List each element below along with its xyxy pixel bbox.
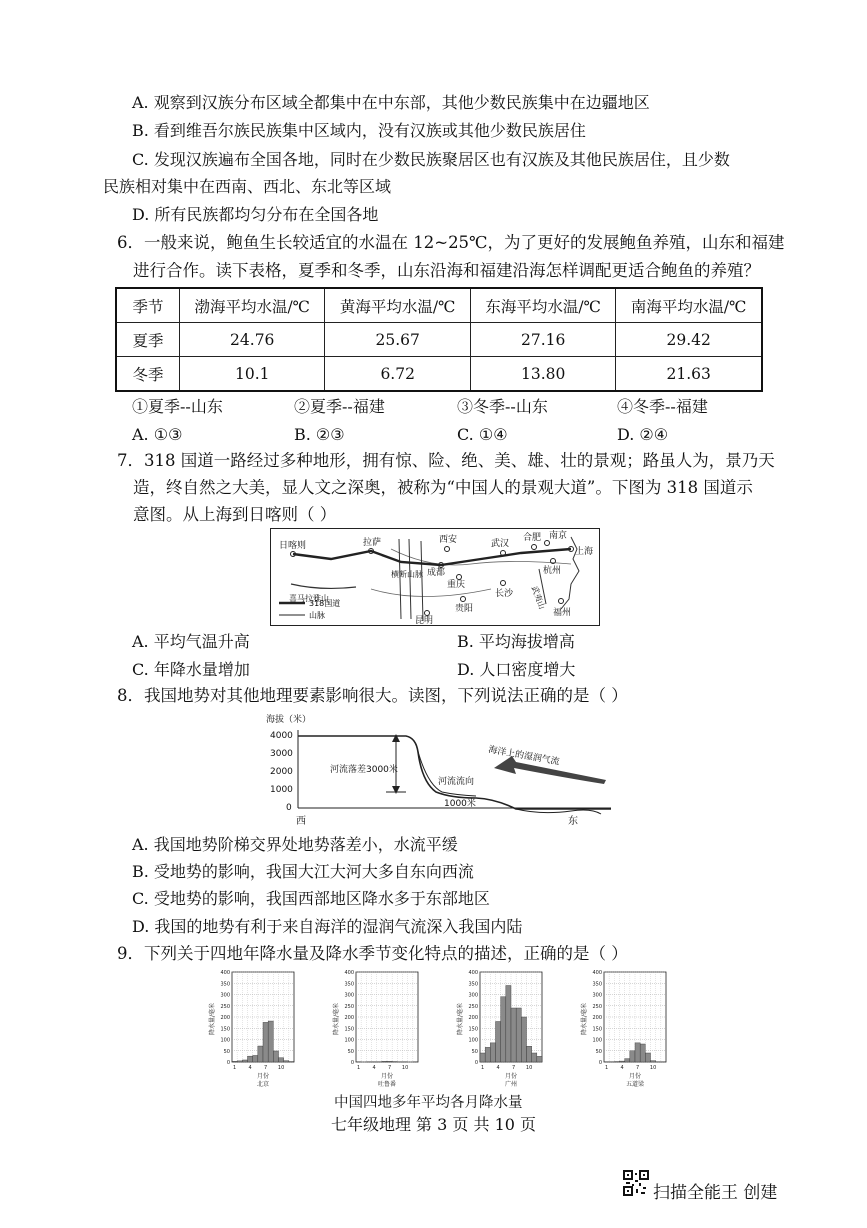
- ytick: 2000: [270, 767, 293, 777]
- precip-bar: [625, 1059, 630, 1062]
- x-tick-label: 7: [511, 1065, 516, 1071]
- table-cell: 6.72: [325, 357, 470, 392]
- precip-bar: [501, 997, 506, 1062]
- place-label-guiyang: 贵阳: [455, 604, 474, 614]
- y-tick-label: 350: [468, 981, 478, 988]
- q5-option-b: B. 看到维吾尔族民族集中区域内，没有汉族或其他少数民族居住: [132, 121, 586, 140]
- place-label-nanjing: 南京: [549, 531, 568, 541]
- q8-option-a: A. 我国地势阶梯交界处地势落差小，水流平缓: [132, 835, 458, 854]
- precip-bar: [263, 1022, 268, 1062]
- precip-bar: [284, 1061, 289, 1062]
- table-cell: 13.80: [470, 357, 615, 392]
- q6-choice-1: ①夏季--山东: [132, 397, 223, 416]
- q5-option-d: D. 所有民族都均匀分布在全国各地: [132, 205, 379, 224]
- precip-bar: [232, 1061, 237, 1062]
- table-header: 季节: [116, 288, 180, 323]
- q5-option-c-cont: 民族相对集中在西南、西北、东北等区域: [103, 177, 392, 196]
- precip-bar: [258, 1046, 263, 1062]
- mountain-label-hengduan: 横断山脉: [391, 570, 423, 579]
- sea-temperature-table: [115, 287, 763, 392]
- x-tick-label: 7: [387, 1065, 392, 1071]
- y-tick-label: 50: [471, 1048, 478, 1055]
- label-1000m: 1000米: [444, 799, 476, 809]
- q7-option-c: C. 年降水量增加: [132, 660, 250, 679]
- mountain-label-himalaya: 喜马拉雅山: [289, 594, 329, 603]
- y-tick-label: 200: [344, 1015, 354, 1021]
- q8-option-b: B. 受地势的影响，我国大江大河大多自东向西流: [132, 862, 474, 881]
- y-tick-label: 250: [344, 1003, 354, 1010]
- x-tick-label: 10: [401, 1065, 409, 1071]
- y-tick-label: 0: [474, 1060, 478, 1066]
- table-row: [116, 357, 762, 392]
- place-label-kunming: 昆明: [415, 616, 434, 626]
- q8-option-c: C. 受地势的影响，我国西部地区降水多于东部地区: [132, 889, 490, 908]
- y-tick-label: 0: [226, 1060, 230, 1066]
- y-tick-label: 150: [220, 1026, 230, 1033]
- qr-code-icon: [623, 1170, 649, 1196]
- y-tick-label: 50: [223, 1048, 230, 1055]
- q6-option-c: C. ①④: [457, 425, 508, 444]
- y-tick-label: 150: [468, 1026, 478, 1033]
- y-tick-label: 100: [220, 1037, 230, 1044]
- label-river-direction: 河流流向: [438, 777, 475, 787]
- label-west: 西: [296, 816, 306, 827]
- x-tick-label: 4: [496, 1065, 500, 1071]
- q9-stem: 9．下列关于四地年降水量及降水季节变化特点的描述，正确的是（ ）: [117, 944, 628, 963]
- table-header: 南海平均水温/℃: [616, 288, 762, 323]
- y-tick-label: 100: [592, 1037, 602, 1044]
- table-cell: 24.76: [180, 323, 325, 357]
- q6-option-a: A. ①③: [132, 425, 183, 444]
- ytick: 1000: [270, 785, 293, 795]
- precip-bar: [248, 1056, 253, 1062]
- x-tick-label: 7: [263, 1065, 268, 1071]
- x-tick-label: 4: [248, 1065, 252, 1071]
- label-east: 东: [568, 816, 578, 827]
- y-tick-label: 200: [468, 1015, 478, 1021]
- precip-bar: [521, 1017, 526, 1062]
- precip-chart: [580, 970, 666, 1088]
- ytick: 4000: [270, 731, 293, 741]
- x-tick-label: 4: [620, 1065, 624, 1071]
- x-tick-label: 1: [604, 1065, 609, 1071]
- y-axis-label: 降水量/毫米: [581, 1002, 588, 1035]
- precip-bar: [537, 1056, 542, 1062]
- q9-figure-caption: 中国四地多年平均各月降水量: [334, 1095, 523, 1111]
- y-tick-label: 50: [347, 1048, 354, 1055]
- y-axis-label: 降水量/毫米: [333, 1002, 340, 1035]
- legend-mountain: 山脉: [309, 611, 325, 620]
- place-label-wuhan: 武汉: [491, 539, 510, 549]
- table-cell: 冬季: [116, 357, 180, 392]
- y-tick-label: 300: [220, 992, 230, 999]
- q8-option-d: D. 我国的地势有利于来自海洋的湿润气流深入我国内陆: [132, 917, 523, 936]
- q7-option-a: A. 平均气温升高: [132, 632, 250, 651]
- station-name: 五道梁: [625, 1081, 645, 1088]
- y-tick-label: 250: [220, 1003, 230, 1010]
- q6-choice-3: ③冬季--山东: [457, 397, 548, 416]
- y-tick-label: 0: [350, 1060, 354, 1066]
- x-tick-label: 4: [372, 1065, 376, 1071]
- y-tick-label: 50: [595, 1048, 602, 1055]
- precip-bar: [511, 1008, 516, 1062]
- q6-choice-2: ②夏季--福建: [294, 397, 385, 416]
- place-label-hefei: 合肥: [523, 533, 542, 543]
- x-axis-label: 月份: [628, 1073, 642, 1080]
- table-cell: 29.42: [616, 323, 762, 357]
- q6-stem-line2: 进行合作。读下表格，夏季和冬季，山东沿海和福建沿海怎样调配更适合鲍鱼的养殖？: [133, 261, 760, 280]
- x-tick-label: 10: [649, 1065, 657, 1071]
- q6-stem-line1: 6．一般来说，鲍鱼生长较适宜的水温在 12~25℃，为了更好的发展鲍鱼养殖，山东和福建: [117, 233, 785, 252]
- station-name: 北京: [256, 1081, 270, 1088]
- ytick: 3000: [270, 749, 293, 759]
- x-tick-label: 10: [277, 1065, 285, 1071]
- x-axis-label: 月份: [380, 1073, 394, 1080]
- precip-bar: [640, 1044, 645, 1062]
- precip-bar: [237, 1061, 242, 1062]
- y-tick-label: 250: [592, 1003, 602, 1010]
- table-header: 黄海平均水温/℃: [325, 288, 470, 323]
- precip-bar: [527, 1046, 532, 1062]
- legend-route: 318国道: [309, 599, 341, 608]
- q7-option-b: B. 平均海拔增高: [457, 632, 575, 651]
- place-label-changsha: 长沙: [495, 589, 514, 599]
- place-label-rikaze: 日喀则: [279, 541, 307, 551]
- x-tick-label: 1: [480, 1065, 485, 1071]
- q8-stem: 8．我国地势对其他地理要素影响很大。读图，下列说法正确的是（ ）: [117, 686, 628, 705]
- place-label-fuzhou: 福州: [553, 608, 572, 618]
- y-tick-label: 150: [592, 1026, 602, 1033]
- y-tick-label: 400: [220, 970, 230, 976]
- precip-bar: [387, 1061, 392, 1062]
- precip-bar: [496, 1022, 501, 1063]
- precip-bar: [273, 1051, 278, 1062]
- y-axis-label: 降水量/毫米: [457, 1002, 464, 1035]
- x-tick-label: 7: [635, 1065, 640, 1071]
- table-header-row: [116, 288, 762, 323]
- table-header: 东海平均水温/℃: [470, 288, 615, 323]
- ytick: 0: [286, 803, 292, 813]
- table-row: [116, 323, 762, 357]
- route-318-map: [270, 528, 600, 626]
- q7-stem-line2: 造，终自然之大美，显人文之深奥，被称为“中国人的景观大道”。下图为 318 国道示: [133, 478, 753, 497]
- precip-bar: [279, 1058, 284, 1062]
- q5-option-a: A. 观察到汉族分布区域全都集中在中东部，其他少数民族集中在边疆地区: [132, 93, 650, 112]
- y-axis-label: 降水量/毫米: [209, 1002, 216, 1035]
- label-moist-airflow: 海洋上的湿润气流: [487, 745, 561, 768]
- table-cell: 10.1: [180, 357, 325, 392]
- table-cell: 27.16: [470, 323, 615, 357]
- x-tick-label: 10: [525, 1065, 533, 1071]
- y-tick-label: 100: [468, 1037, 478, 1044]
- diagram-ylabel: 海拔（米）: [266, 715, 312, 725]
- precip-bar: [532, 1053, 537, 1062]
- place-label-shanghai: 上海: [575, 547, 594, 557]
- q7-stem-line3: 意图。从上海到日喀则（ ）: [133, 505, 337, 524]
- mountain-label-wuyi: 武夷山: [529, 584, 547, 611]
- table-header: 渤海平均水温/℃: [180, 288, 325, 323]
- x-axis-label: 月份: [256, 1073, 270, 1080]
- precip-bar: [635, 1043, 640, 1062]
- scanner-watermark: 扫描全能王 创建: [653, 1183, 778, 1203]
- table-cell: 21.63: [616, 357, 762, 392]
- y-tick-label: 100: [344, 1037, 354, 1044]
- precip-chart: [208, 970, 294, 1088]
- precip-chart: [332, 970, 418, 1088]
- precip-bar: [485, 1047, 490, 1062]
- y-tick-label: 300: [592, 992, 602, 999]
- precip-bar: [253, 1055, 258, 1062]
- precip-bar: [382, 1061, 387, 1062]
- terrain-profile-diagram: [266, 712, 626, 828]
- place-label-lasa: 拉萨: [363, 538, 382, 548]
- precip-bar: [506, 986, 511, 1063]
- y-tick-label: 400: [468, 970, 478, 976]
- x-tick-label: 1: [356, 1065, 361, 1071]
- y-tick-label: 300: [468, 992, 478, 999]
- x-tick-label: 1: [232, 1065, 237, 1071]
- y-tick-label: 400: [592, 970, 602, 976]
- precip-bar: [268, 1021, 273, 1062]
- place-label-chongqing: 重庆: [447, 580, 466, 590]
- y-tick-label: 350: [220, 981, 230, 988]
- place-label-chengdu: 成都: [427, 568, 446, 578]
- precip-bar: [242, 1060, 247, 1062]
- y-tick-label: 200: [592, 1015, 602, 1021]
- x-axis-label: 月份: [504, 1073, 518, 1080]
- label-river-drop: 河流落差3000米: [330, 765, 398, 775]
- q6-choice-4: ④冬季--福建: [617, 397, 708, 416]
- place-label-hangzhou: 杭州: [543, 566, 562, 576]
- precip-chart: [456, 970, 542, 1088]
- station-name: 广州: [504, 1081, 518, 1088]
- precip-bar: [490, 1043, 495, 1062]
- precip-bar: [480, 1053, 485, 1062]
- page-footer: 七年级地理 第 3 页 共 10 页: [330, 1115, 537, 1134]
- q7-stem-line1: 7．318 国道一路经过多种地形，拥有惊、险、绝、美、雄、壮的景观；路虽人为，景乃天: [117, 451, 775, 470]
- q6-option-d: D. ②④: [617, 425, 669, 444]
- place-label-xian: 西安: [439, 535, 458, 545]
- y-tick-label: 150: [344, 1026, 354, 1033]
- y-tick-label: 300: [344, 992, 354, 999]
- precip-bar: [645, 1053, 650, 1062]
- y-tick-label: 400: [344, 970, 354, 976]
- table-cell: 25.67: [325, 323, 470, 357]
- station-name: 吐鲁番: [377, 1081, 397, 1088]
- precip-bar: [651, 1061, 656, 1062]
- q7-option-d: D. 人口密度增大: [457, 660, 576, 679]
- precip-bar: [516, 1008, 521, 1062]
- q6-option-b: B. ②③: [294, 425, 345, 444]
- y-tick-label: 350: [592, 981, 602, 988]
- precipitation-charts: [196, 966, 692, 1092]
- precip-bar: [630, 1051, 635, 1062]
- q5-option-c: C. 发现汉族遍布全国各地，同时在少数民族聚居区也有汉族及其他民族居住，且少数: [132, 150, 730, 169]
- y-tick-label: 350: [344, 981, 354, 988]
- y-tick-label: 200: [220, 1015, 230, 1021]
- precip-bar: [620, 1061, 625, 1062]
- table-cell: 夏季: [116, 323, 180, 357]
- y-tick-label: 250: [468, 1003, 478, 1010]
- y-tick-label: 0: [598, 1060, 602, 1066]
